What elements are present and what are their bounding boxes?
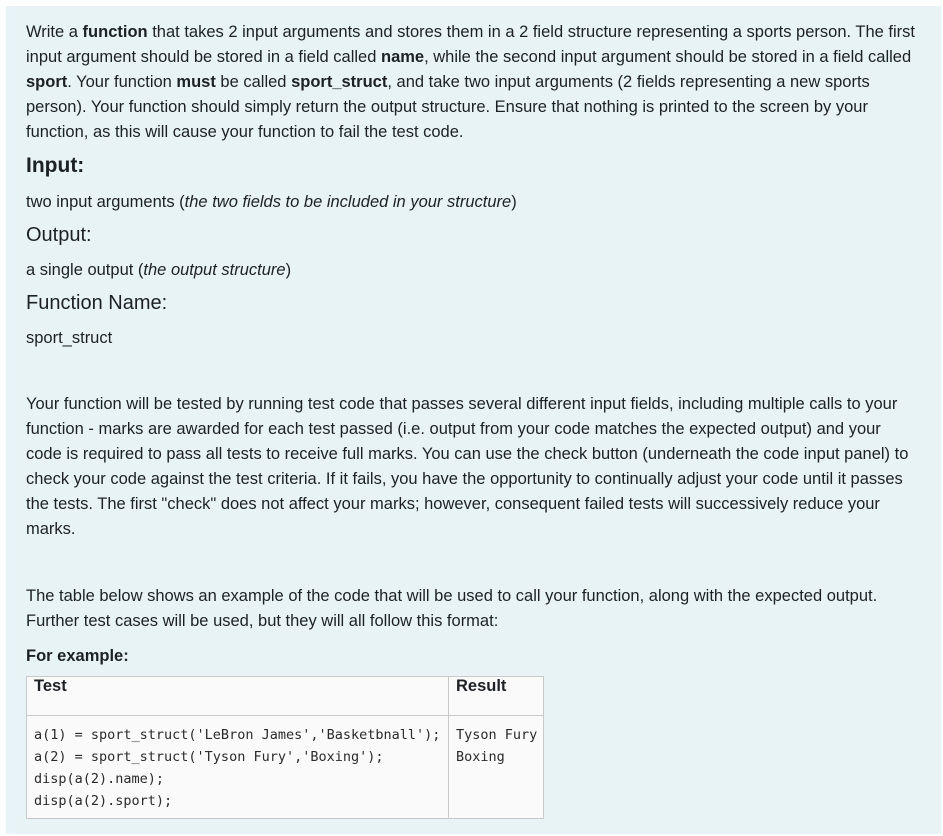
question-panel <box>6 6 941 834</box>
function-name-heading: Function Name: <box>26 292 168 314</box>
test-code-line: disp(a(2).sport); <box>34 793 173 809</box>
table-header-row <box>27 677 544 716</box>
output-heading: Output: <box>26 224 92 246</box>
intro-text: , and take two input arguments (2 fields representing a new sports person). Your function should simply return the output structure. Ensure that nothing is printed to the screen by your function, as this will cause your function to fail the test code. <box>26 73 870 141</box>
output-description <box>26 258 291 283</box>
testing-paragraph: Your function will be tested by running test code that passes several different input fields, including multiple calls to your function - marks are awarded for each test passed (i.e. output from your code matches the expected output) and your code is required to pass all tests to receive full marks. You can use the check button (underneath the code input panel) to check your code against the test criteria. If it fails, you have the opportunity to continually adjust your code until it passes the tests. The first "check" does not affect your marks; however, consequent failed tests will successively reduce your marks. <box>26 395 909 538</box>
input-text: two input arguments ( <box>26 193 185 211</box>
intro-text: be called <box>215 73 292 91</box>
result-cell <box>449 716 544 819</box>
test-code-line: disp(a(2).name); <box>34 771 165 787</box>
intro-text: . Your function <box>67 73 177 91</box>
test-code-line: a(2) = sport_struct('Tyson Fury','Boxing'); <box>34 749 384 765</box>
intro-bold-function: function <box>82 23 148 41</box>
intro-bold-name: name <box>380 48 425 66</box>
column-header-result: Result <box>449 677 544 716</box>
result-line: Boxing <box>456 749 505 765</box>
result-line: Tyson Fury <box>456 727 538 743</box>
example-table <box>26 676 544 819</box>
intro-bold-sport: sport <box>26 73 68 91</box>
intro-text: that takes 2 input arguments and stores them in a 2 field structure representing a sports person. The first input argument should be stored in a field called <box>26 23 915 66</box>
question-intro <box>26 20 916 145</box>
column-header-test: Test <box>27 677 449 716</box>
test-code-line: a(1) = sport_struct('LeBron James','Basketbnall'); <box>34 727 441 743</box>
table-row <box>27 716 544 819</box>
intro-bold-function-name: sport_struct <box>291 73 388 91</box>
table-intro-paragraph: The table below shows an example of the code that will be used to call your function, along with the expected output. Further test cases will be used, but they will all follow this format: <box>26 587 878 630</box>
output-text-italic: the output structure <box>143 261 286 279</box>
test-code-cell <box>27 716 449 819</box>
input-text-italic: the two fields to be included in your structure <box>184 193 512 211</box>
output-text: ) <box>285 261 292 279</box>
for-example-label: For example: <box>26 647 129 665</box>
intro-bold-must: must <box>176 73 216 91</box>
intro-text: , while the second input argument should be stored in a field called <box>424 48 912 66</box>
input-text: ) <box>511 193 517 211</box>
function-name-value: sport_struct <box>26 329 113 347</box>
intro-text: Write a <box>26 23 83 41</box>
input-description <box>26 190 517 215</box>
intro-paragraph <box>26 20 916 145</box>
output-text: a single output ( <box>26 261 144 279</box>
input-heading: Input: <box>26 154 85 177</box>
